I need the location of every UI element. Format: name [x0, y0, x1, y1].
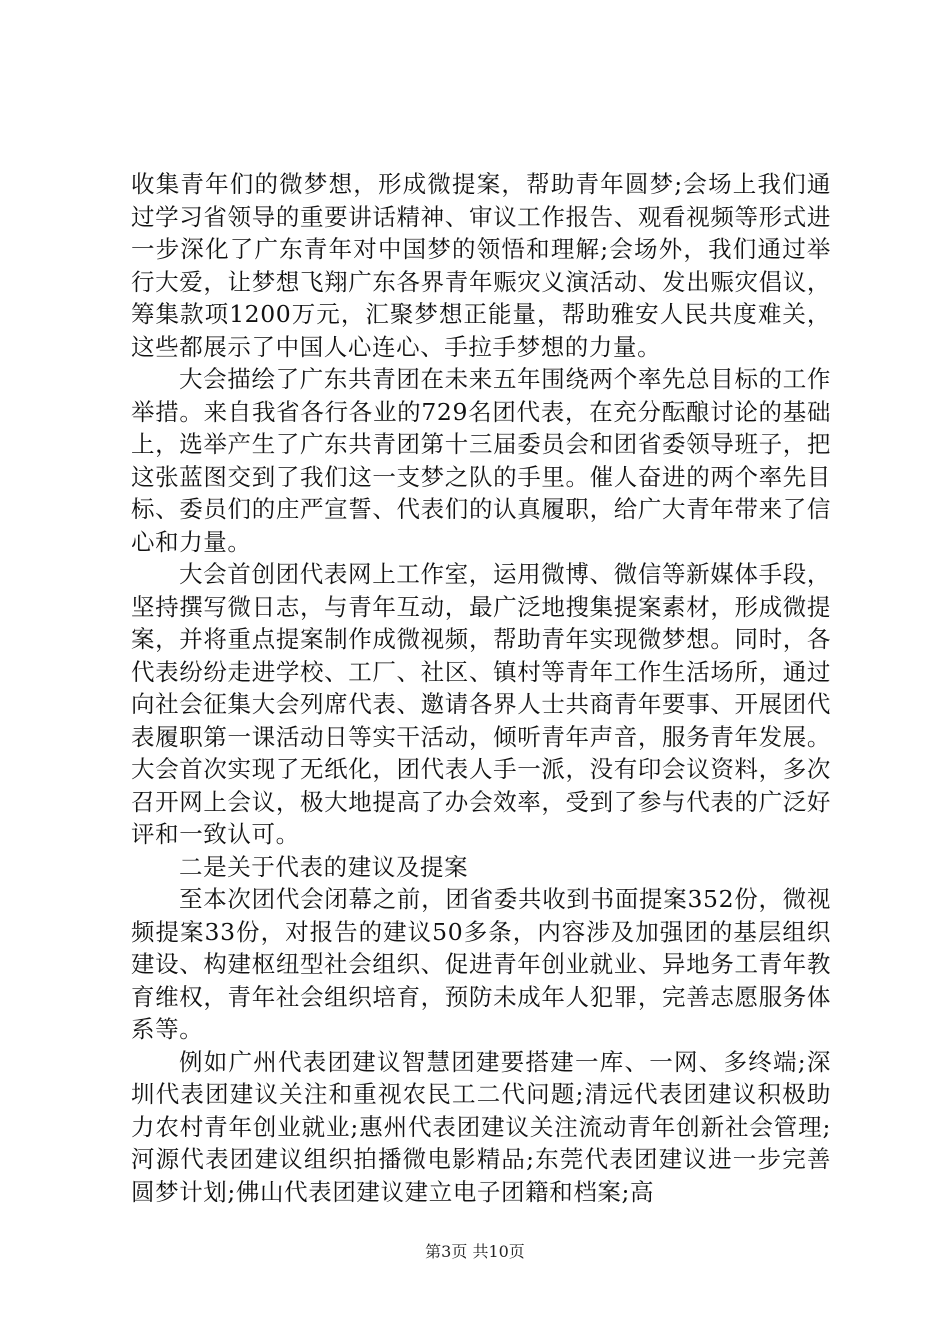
page-footer	[0, 1242, 950, 1262]
paragraph-3: 大会首创团代表网上工作室，运用微博、微信等新媒体手段，坚持撰写微日志，与青年互动，最广泛地搜集提案素材，形成微提案，并将重点提案制作成微视频，帮助青年实现微梦想。同时，各代表纷纷走进学校、工厂、社区、镇村等青年工作生活场所，通过向社会征集大会列席代表、邀请各界人士共商青年要事、开展团代表履职第一课活动日等实干活动，倾听青年声音，服务青年发展。大会首次实现了无纸化，团代表人手一派，没有印会议资料，多次召开网上会议，极大地提高了办会效率，受到了参与代表的广泛好评和一致认可。	[131, 560, 831, 848]
paragraph-5: 至本次团代会闭幕之前，团省委共收到书面提案352份，微视频提案33份，对报告的建议50多条，内容涉及加强团的基层组织建设、构建枢纽型社会组织、促进青年创业就业、异地务工青年教育维权，青年社会组织培育，预防未成年人犯罪，完善志愿服务体系等。	[131, 885, 831, 1043]
paragraph-2: 大会描绘了广东共青团在未来五年围绕两个率先总目标的工作举措。来自我省各行各业的729名团代表，在充分酝酿讨论的基础上，选举产生了广东共青团第十三届委员会和团省委领导班子，把这张蓝图交到了我们这一支梦之队的手里。催人奋进的两个率先目标、委员们的庄严宣誓、代表们的认真履职，给广大青年带来了信心和力量。	[131, 365, 831, 556]
section-heading: 二是关于代表的建议及提案	[179, 852, 469, 881]
document-body	[131, 168, 831, 1208]
page-number-label: 第3页 共10页	[425, 1242, 525, 1261]
paragraph-6: 例如广州代表团建议智慧团建要搭建一库、一网、多终端;深圳代表团建议关注和重视农民工二代问题;清远代表团建议积极助力农村青年创业就业;惠州代表团建议关注流动青年创新社会管理;河源代表团建议组织拍播微电影精品;东莞代表团建议进一步完善圆梦计划;佛山代表团建议建立电子团籍和档案;高	[131, 1047, 831, 1206]
paragraph-1: 收集青年们的微梦想，形成微提案，帮助青年圆梦;会场上我们通过学习省领导的重要讲话精神、审议工作报告、观看视频等形式进一步深化了广东青年对中国梦的领悟和理解;会场外，我们通过举行大爱，让梦想飞翔广东各界青年赈灾义演活动、发出赈灾倡议，筹集款项1200万元，汇聚梦想正能量，帮助雅安人民共度难关，这些都展示了中国人心连心、手拉手梦想的力量。	[131, 170, 831, 361]
